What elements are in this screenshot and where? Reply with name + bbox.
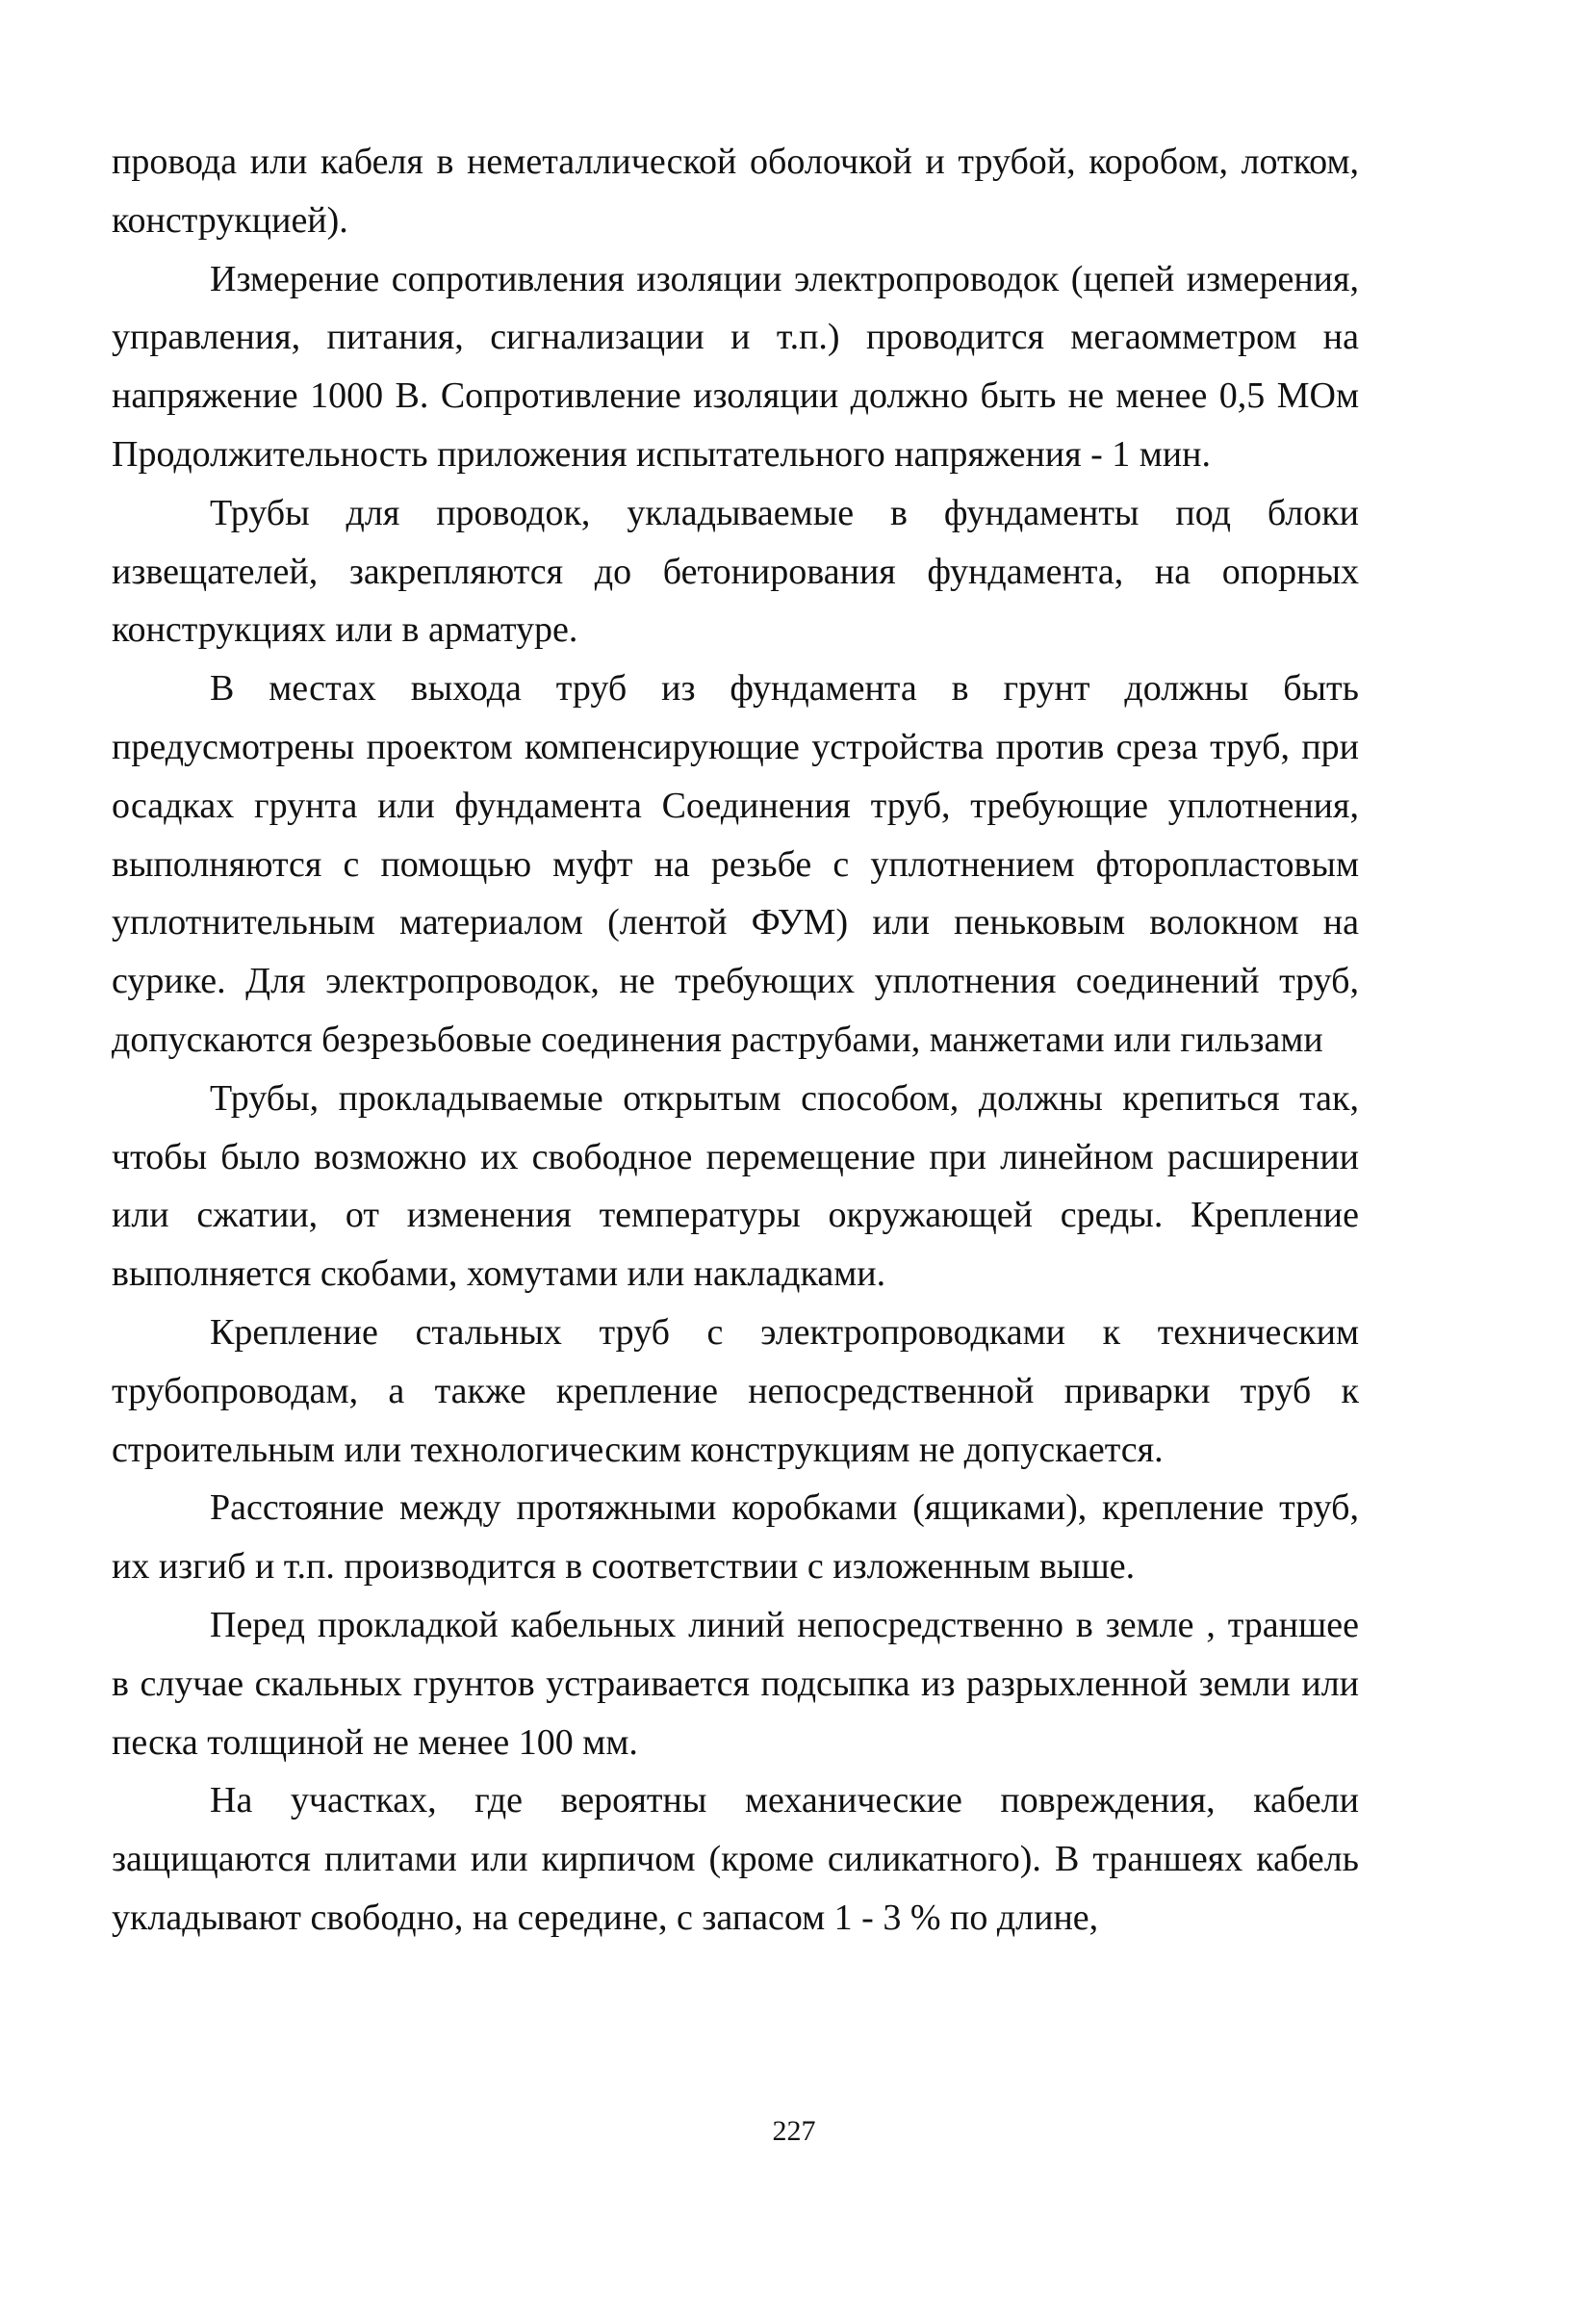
paragraph-cable-trench: Перед прокладкой кабельных линий непосредственно в земле , траншее в случае скальных грунтов устраивается подсыпка из разрыхленной земли или песка толщиной не менее 100 мм.: [112, 1604, 1359, 1763]
paragraph-steel-pipe-fastening: Крепление стальных труб с электропроводками к техническим трубопроводам, а также крепление непосредственной приварки труб к строительным или технологическим конструкциям не допускается.: [112, 1311, 1359, 1470]
paragraph-open-pipes: Трубы, прокладываемые открытым способом, должны крепиться так, чтобы было возможно их свободное перемещение при линейном расширении или сжатии, от изменения температуры окружающей среды. Крепление выполняется скобами, хомутами или накладками.: [112, 1077, 1359, 1295]
paragraph-mechanical-protection: На участках, где вероятны механические повреждения, кабели защищаются плитами или кирпичом (кроме силикатного). В траншеях кабель укладывают свободно, на середине, с запасом 1 - 3 % по длине,: [112, 1780, 1359, 1938]
paragraph-pull-boxes: Расстояние между протяжными коробками (ящиками), крепление труб, их изгиб и т.п. производится в соответствии с изложенным выше.: [112, 1487, 1359, 1588]
paragraph-insulation-measurement: Измерение сопротивления изоляции электропроводок (цепей измерения, управления, питания, сигнализации и т.п.) проводится мегаомметром на напряжение 1000 В. Сопротивление изоляции должно быть не менее 0,5 МОм Продолжительность приложения испытательного напряжения - 1 мин.: [112, 258, 1359, 475]
page-number: 227: [772, 2115, 816, 2147]
paragraph-continuation: провода или кабеля в неметаллической оболочкой и трубой, коробом, лотком, конструкцией).: [112, 142, 1359, 241]
document-body: [112, 133, 1359, 1948]
paragraph-pipe-exits: В местах выхода труб из фундамента в грунт должны быть предусмотрены проектом компенсирующие устройства против среза труб, при осадках грунта или фундамента Соединения труб, требующие уплотнения, выполняются с помощью муфт на резьбе с уплотнением фторопластовым уплотнительным материалом (лентой ФУМ) или пеньковым волокном на сурике. Для электропроводок, не требующих уплотнения соединений труб, допускаются безрезьбовые соединения раструбами, манжетами или гильзами: [112, 668, 1359, 1060]
paragraph-foundation-pipes: Трубы для проводок, укладываемые в фундаменты под блоки извещателей, закрепляются до бетонирования фундамента, на опорных конструкциях или в арматуре.: [112, 492, 1359, 651]
